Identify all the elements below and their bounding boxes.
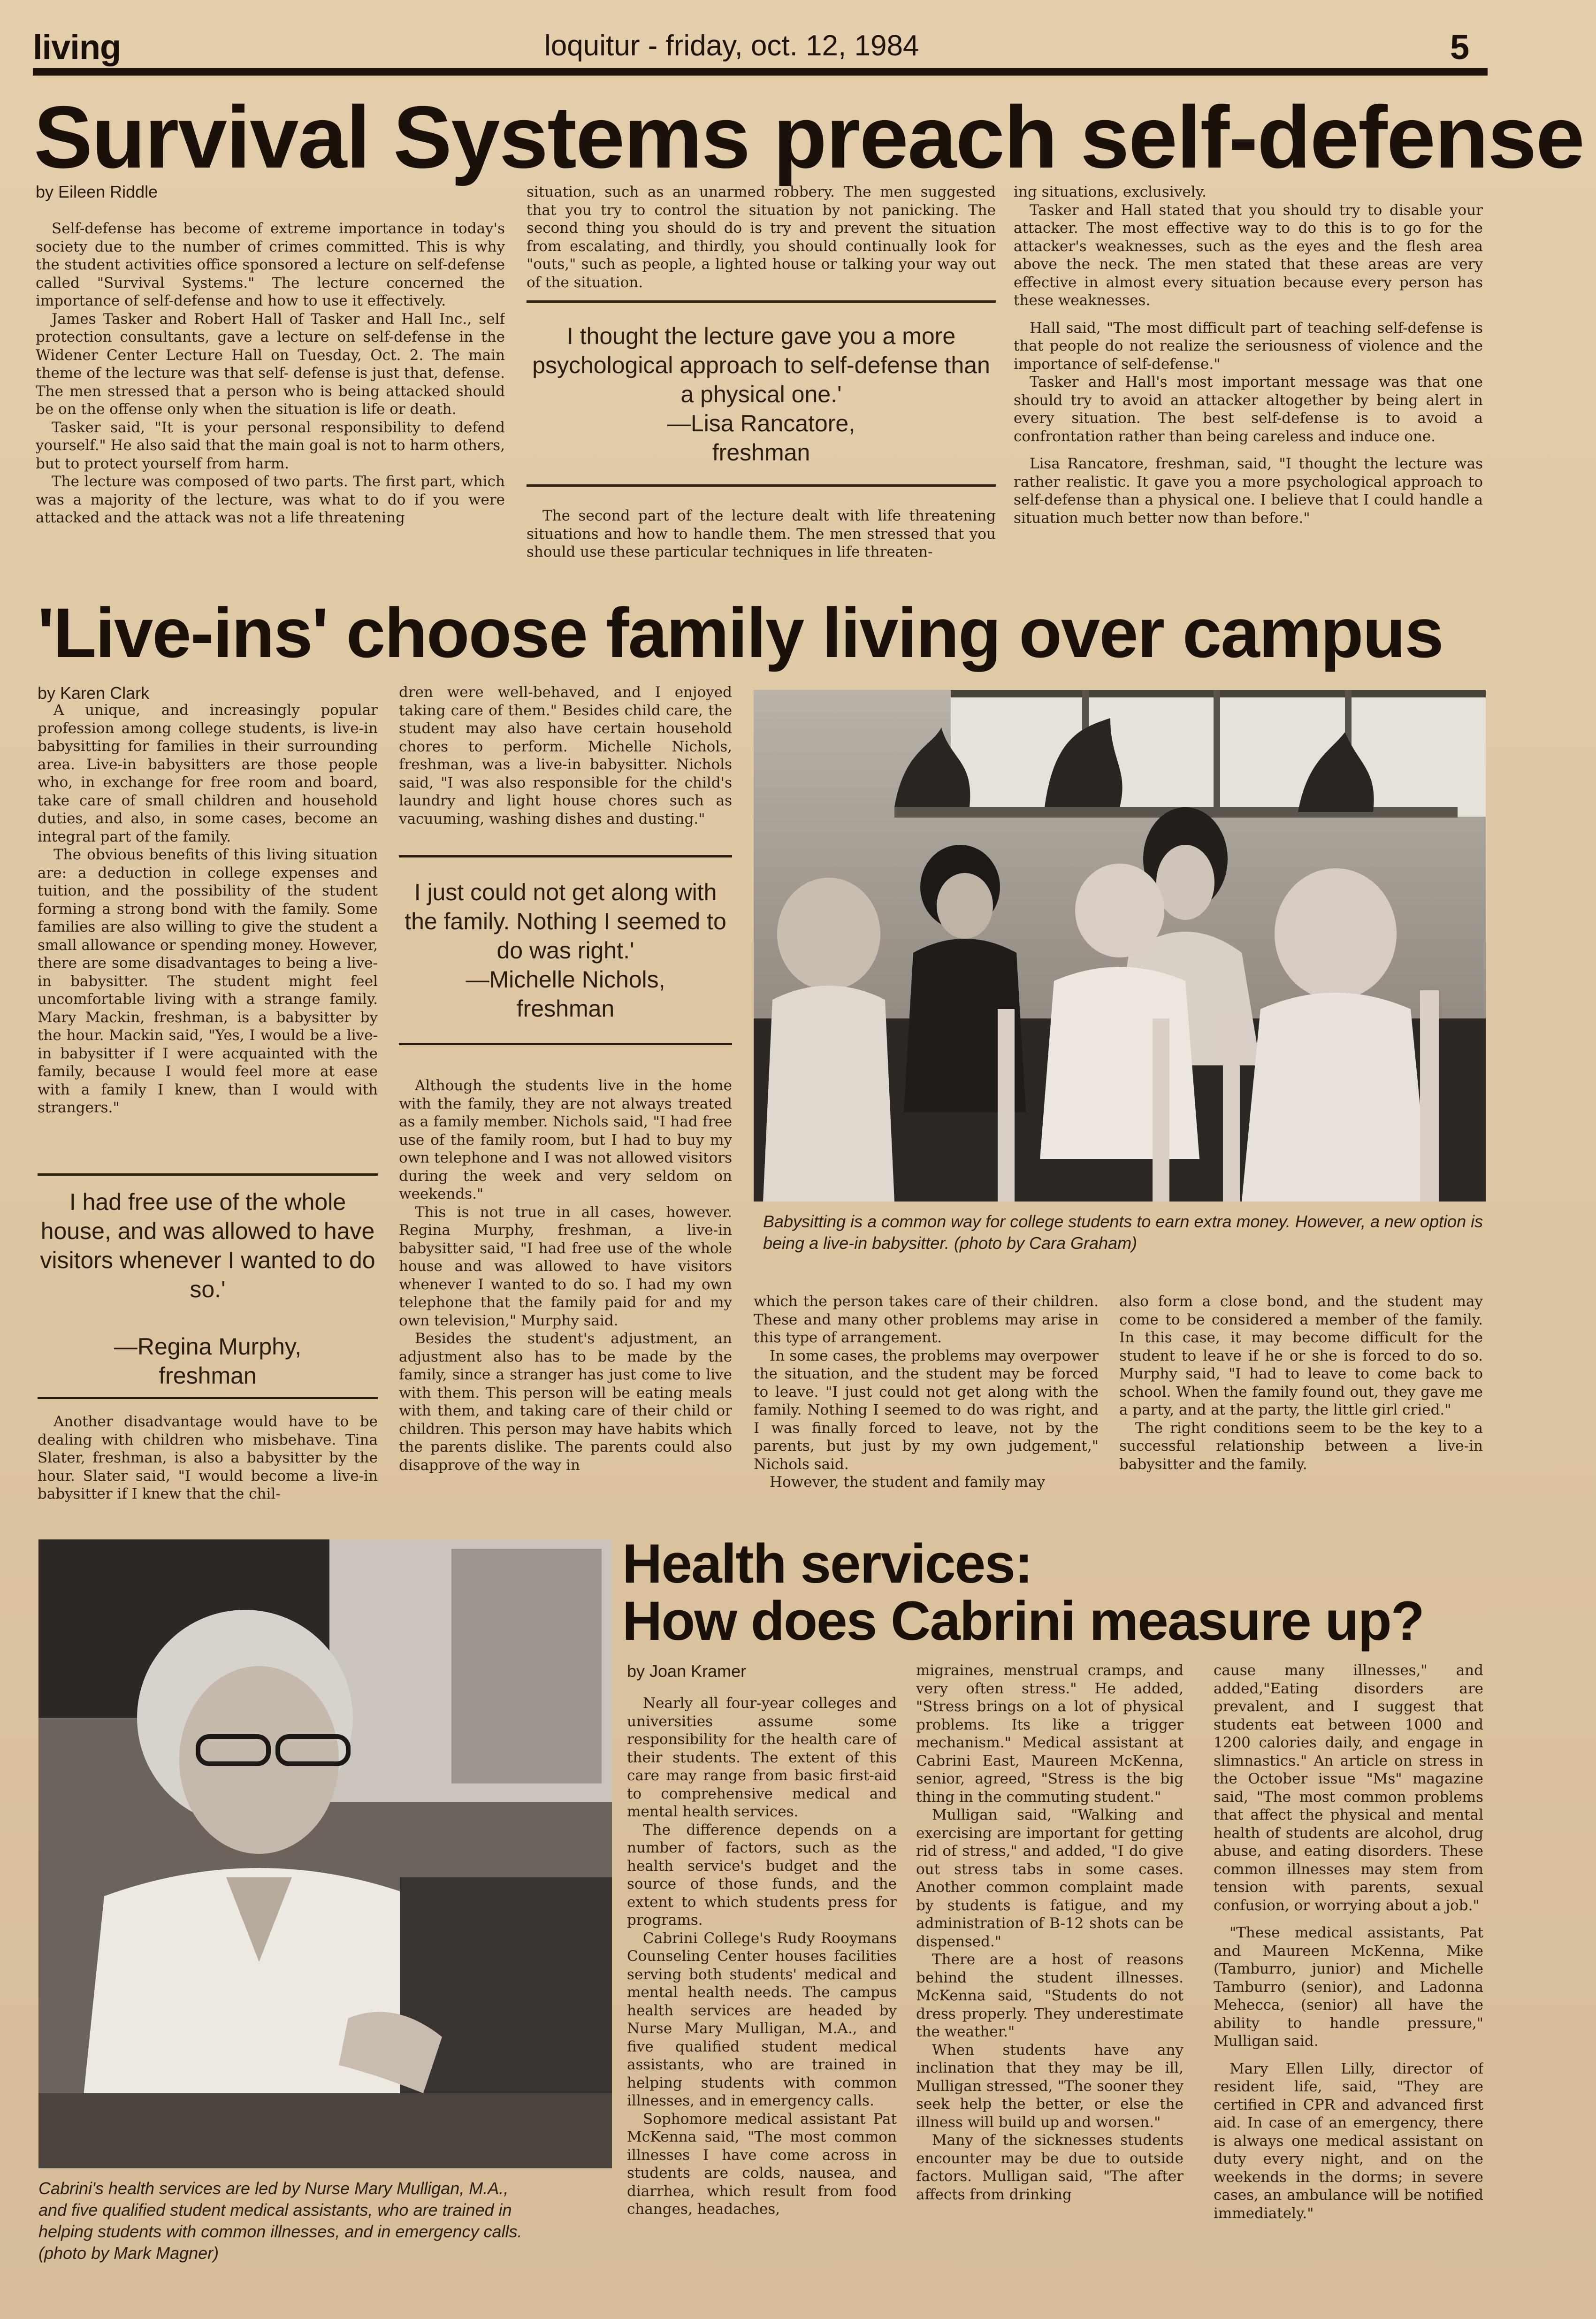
article1-column-2-bottom — [527, 507, 996, 568]
paragraph: ing situations, exclusively. — [1014, 184, 1207, 200]
nurse-photo — [38, 1539, 612, 2168]
pullquote-attribution: —Lisa Rancatore, — [667, 410, 855, 436]
article1-pullquote — [527, 321, 996, 467]
pullquote-text: I had free use of the whole house, and was allowed to have visitors whenever I wanted to do so.' — [40, 1189, 375, 1302]
article2-column-2-top — [399, 683, 732, 852]
paragraph: James Tasker and Robert Hall of Tasker and Hall Inc., self protection consultants, gave a lecture on self-defense in the Widener Center Lecture Hall on Tuesday, Oct. 2. The main theme of the lecture was that self- defense is just that, defense. The men stressed that a person who is being attacked should be on the offense only when the situation is life or death. — [36, 310, 505, 418]
article1-column-1 — [36, 220, 505, 576]
article2-column-1 — [38, 701, 378, 1171]
paragraph: Cabrini College's Rudy Rooymans Counseling Center houses facilities serving both students' medical and mental health needs. The campus health services are headed by Nurse Mary Mulligan, M.A., and five qualified student medical assistants, who are trained in helping students with common illnesses, and in emergency calls. — [627, 1929, 897, 2109]
paragraph: migraines, menstrual cramps, and very often stress." He added, "Stress brings on a lot of physical problems. Its like a trigger mechanism." Medical assistant at Cabrini East, Maureen McKenna, senior, agreed, "Stress is the big thing in the commuting student." — [916, 1662, 1184, 1806]
paragraph: The right conditions seem to be the key to a successful relationship between a live-in babysitter and the family. — [1119, 1419, 1483, 1473]
pullquote-rule-bottom — [527, 484, 996, 487]
paragraph: When students have any inclination that they may be ill, Mulligan stressed, "The sooner they seek help the better, or else the illness will build up and worsen." — [916, 2041, 1184, 2131]
header-rule — [33, 68, 1488, 76]
article2-headline: 'Live-ins' choose family living over campus — [38, 593, 1443, 672]
section-label: living — [33, 28, 121, 67]
article3-column-1 — [627, 1694, 897, 2295]
article2-column-2-bottom — [399, 1077, 732, 1508]
pullquote-rule-bottom — [38, 1397, 378, 1399]
pullquote-rule-top — [38, 1173, 378, 1176]
article2-column-3 — [754, 1293, 1099, 1508]
babysitting-photo — [754, 690, 1486, 1202]
pullquote-text: I thought the lecture gave you a more psychological approach to self-defense than a physical one.' — [532, 323, 990, 407]
paragraph: Hall said, "The most difficult part of teaching self-defense is that people do not realize the seriousness of violence and the importance of self-defense." — [1014, 319, 1483, 373]
paragraph: cause many illnesses," and added,"Eating disorders are prevalent, and I suggest that students eat between 1000 and 1200 calories daily, and engage in slimnastics." An article on stress in the October issue "Ms" magazine said, "The most common problems that affect the physical and mental health of students are alcohol, drug abuse, and eating disorders. These common illnesses may stem from tension with parents, sexual confusion, or worrying about a job." — [1214, 1662, 1483, 1914]
pullquote-rule-top — [527, 300, 996, 303]
article1-column-3 — [1014, 183, 1483, 573]
paragraph: The second part of the lecture dealt with life threatening situations and how to handle them. The men stressed that you should use these particular techniques in life threaten- — [527, 507, 996, 560]
article1-byline: by Eileen Riddle — [36, 182, 158, 201]
paragraph: Tasker and Hall stated that you should try to disable your attacker. The most effective way to do this is to go for the attacker's weaknesses, such as the eyes and the flesh area above the neck. The men stated that these areas are very effective in almost every situation because every person has these weaknesses. — [1014, 201, 1483, 309]
paragraph: In some cases, the problems may overpower the situation, and the student may be forced to leave. "I just could not get along with the family. Nothing I seemed to do was right, and I was finally forced to leave, not by the parents, but just by my own judgement," Nichols said. — [754, 1347, 1099, 1473]
article3-headline-line-2: How does Cabrini measure up? — [622, 1590, 1424, 1652]
pullquote-role: freshman — [159, 1362, 257, 1389]
paragraph: The difference depends on a number of factors, such as the health service's budget and the source of those funds, and the extent to which students press for programs. — [627, 1821, 897, 1929]
article3-byline: by Joan Kramer — [627, 1661, 747, 1681]
article2-pullquote-2 — [399, 878, 732, 1023]
paragraph: Sophomore medical assistant Pat McKenna said, "The most common illnesses I have come across in students are colds, nausea, and diarrhea, which result from food changes, headaches, — [627, 2110, 897, 2218]
paragraph: also form a close bond, and the student may come to be considered a member of the family. In this case, it may become difficult for the student to leave if he or she is forced to do so. Murphy said, "I had to leave to come back to school. When the family found out, they gave me a party, and at the party, the little girl cried." — [1119, 1293, 1483, 1418]
article1-headline: Survival Systems preach self-defense — [34, 88, 1584, 186]
paragraph: "These medical assistants, Pat and Maureen McKenna, Mike (Tamburro, junior) and Michelle Tamburro (senior), and Ladonna Mehecca, (senior) all have the ability to handle pressure," Mulligan said. — [1214, 1924, 1483, 2050]
paragraph: dren were well-behaved, and I enjoyed taking care of them." Besides child care, the student may also have certain household chores to perform. Michelle Nichols, freshman, was a live-in babysitter. Nichols said, "I was also responsible for the child's laundry and light house chores such as vacuuming, washing dishes and dusting." — [399, 684, 732, 827]
page-number: 5 — [1450, 28, 1470, 67]
paragraph: situation, such as an unarmed robbery. The men suggested that you try to control the situation by not panicking. The second thing you should do is try and prevent the situation from escalating, and thirdly, you should continually look for "outs," such as people, a lighted house or talking your way out of the situation. — [527, 184, 996, 291]
paragraph: However, the student and family may — [770, 1474, 1046, 1491]
babysitting-photo-caption: Babysitting is a common way for college students to earn extra money. However, a new option is being a live-in babysitter. (photo by Cara Graham) — [763, 1212, 1483, 1253]
pullquote-rule-bottom — [399, 1043, 732, 1045]
paragraph: Mary Ellen Lilly, director of resident life, said, "They are certified in CPR and advanced first aid. In case of an emergency, there is always one medical assistant on duty every night, and on the weekends in the dorms; in severe cases, an ambulance will be notified immediately." — [1214, 2060, 1483, 2222]
paragraph: The obvious benefits of this living situation are: a deduction in college expenses and tuition, and the possibility of the student forming a strong bond with the family. Some families are also willing to give the student a small allowance or spending money. However, there are some disadvantages to being a live-in babysitter. The student might feel uncomfortable living with a strange family. Mary Mackin, freshman, is a babysitter by the hour. Mackin said, "Yes, I would be a live-in babysitter if I were acquainted with the family, because I would feel more at ease with a family I knew, than I would with strangers." — [38, 846, 378, 1116]
pullquote-role: freshman — [516, 995, 615, 1022]
paragraph: Another disadvantage would have to be dealing with children who misbehave. Tina Slater, freshman, is also a babysitter by the hour. Slater said, "I would become a live-in babysitter if I knew that the chil- — [38, 1413, 378, 1502]
article3-headline-line-1: Health services: — [622, 1533, 1032, 1595]
paragraph: This is not true in all cases, however. Regina Murphy, freshman, a live-in babysitter said, "I had free use of the whole house and was allowed to have visitors whenever I wanted to do so. I had my own telephone that the family paid for and my own television," Murphy said. — [399, 1203, 732, 1329]
paragraph: Tasker said, "It is your personal responsibility to defend yourself." He also said that the main goal is not to harm others, but to protect yourself from harm. — [36, 419, 505, 472]
paragraph: Nearly all four-year colleges and universities assume some responsibility for the health care of their students. The extent of this care may range from basic first-aid to comprehensive medical and mental health services. — [627, 1695, 897, 1820]
article2-column-4 — [1119, 1293, 1483, 1508]
paragraph: Self-defense has become of extreme importance in today's society due to the number of crimes committed. This is why the student activities office sponsored a lecture on self-defense called "Survival Systems." The lecture concerned the importance of self-defense and how to use it effectively. — [36, 220, 505, 309]
paragraph: The lecture was composed of two parts. The first part, which was a majority of the lecture, was what to do if you were attacked and the attack was not a life threatening — [36, 473, 505, 526]
article3-column-3 — [1214, 1661, 1483, 2300]
paragraph: A unique, and increasingly popular profession among college students, is live-in babysitting for families in their surrounding area. Live-in babysitters are those people who, in exchange for free room and board, take care of small children and household duties, and also, in some cases, become an integral part of the family. — [38, 702, 378, 845]
paragraph: There are a host of reasons behind the student illnesses. McKenna said, "Students do not dress properly. They underestimate the weather." — [916, 1951, 1184, 2040]
paragraph: which the person takes care of their children. These and many other problems may arise in this type of arrangement. — [754, 1293, 1099, 1346]
paragraph: Mulligan said, "Walking and exercising are important for getting rid of stress," and added, "I do give out stress tabs in some cases. Another common complaint made by students is fatigue, and my administration of B-12 shots can be dispensed." — [916, 1806, 1184, 1950]
nurse-photo-caption: Cabrini's health services are led by Nurse Mary Mulligan, M.A., and five qualified student medical assistants, who are trained in helping students with common illnesses, and in emergency calls. (photo by Mark Magner) — [38, 2179, 522, 2263]
dateline: loquitur - friday, oct. 12, 1984 — [544, 30, 919, 62]
article3-column-2 — [916, 1661, 1184, 2300]
article2-pullquote-1 — [38, 1187, 378, 1390]
photo-illustration — [754, 690, 1486, 1202]
pullquote-role: freshman — [712, 439, 810, 466]
pullquote-rule-top — [399, 855, 732, 857]
paragraph: Many of the sicknesses students encounter may be due to outside factors. Mulligan said, "The after affects from drinking — [916, 2132, 1184, 2203]
article2-byline: by Karen Clark — [38, 683, 150, 703]
paragraph: Although the students live in the home with the family, they are not always treated as a family member. Nichols said, "I had free use of the family room, but I had to buy my own telephone and I was not allowed visitors during the week and very seldom on weekends." — [399, 1077, 732, 1202]
paragraph: Tasker and Hall's most important message was that one should try to avoid an attacker altogether by being alert in every situation. The best self-defense is to avoid a confrontation rather than being careless and induce one. — [1014, 374, 1483, 445]
paragraph: Besides the student's adjustment, an adjustment also has to be made by the family, since a stranger has just come to live with them. This person will be eating meals with them, and taking care of their child or children. This person may have habits which the parents dislike. The parents could also disapprove of the way in — [399, 1330, 732, 1474]
paragraph: Lisa Rancatore, freshman, said, "I thought the lecture was rather realistic. It gave you a more psychological approach to self-defense than a physical one. I believe that I could handle a situation much better now than before." — [1014, 455, 1483, 527]
article1-column-2-top — [527, 183, 996, 296]
pullquote-text: I just could not get along with the family. Nothing I seemed to do was right.' — [405, 879, 726, 964]
photo-illustration — [38, 1539, 612, 2168]
article2-column-1-bottom — [38, 1413, 378, 1507]
pullquote-attribution: —Regina Murphy, — [114, 1333, 302, 1360]
pullquote-attribution: —Michelle Nichols, — [466, 966, 665, 993]
